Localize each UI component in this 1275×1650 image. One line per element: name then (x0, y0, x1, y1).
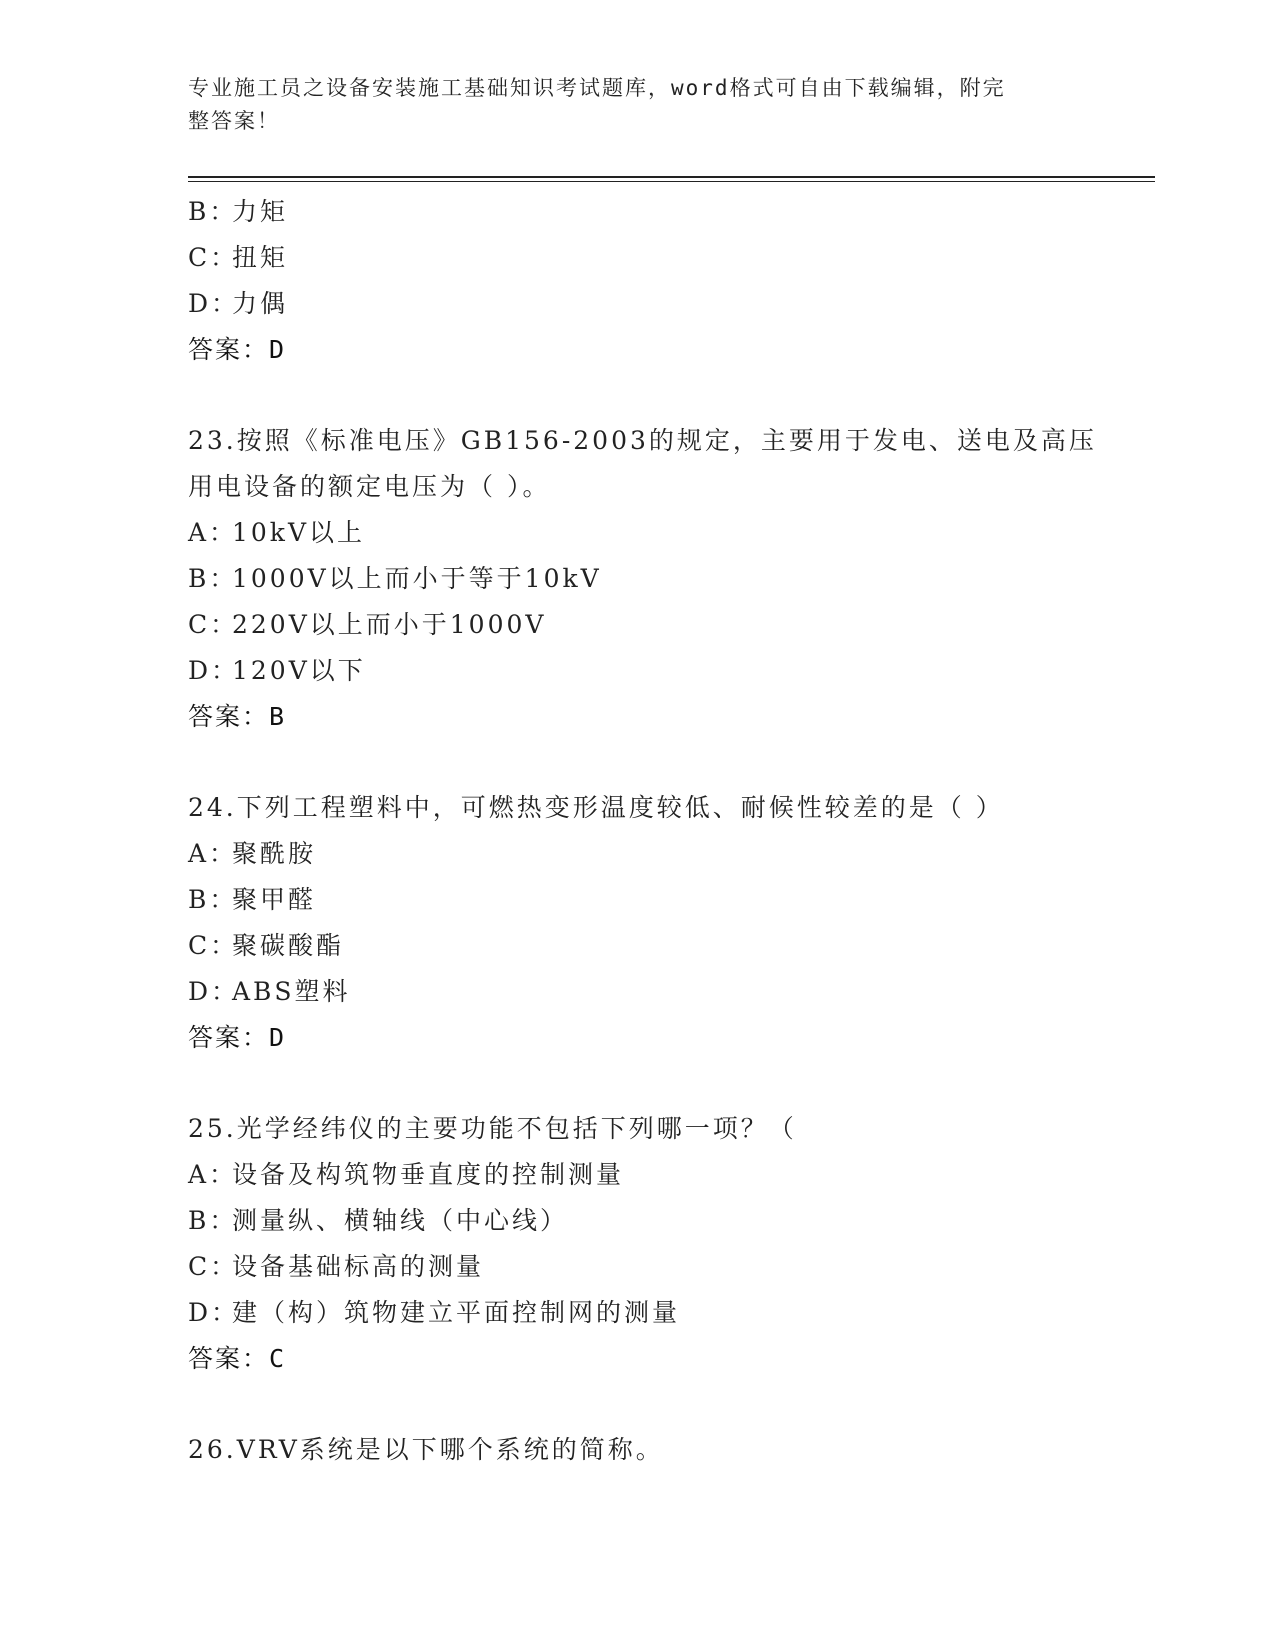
option-text: 力偶 (232, 289, 289, 318)
option-text: 力矩 (232, 197, 289, 226)
option-text: 测量纵、横轴线（中心线） (232, 1206, 569, 1235)
option-text: ABS塑料 (232, 977, 351, 1006)
page-header (188, 72, 1078, 138)
header-line-2: 整答案！ (188, 109, 280, 133)
option-d (188, 648, 1148, 694)
option-b (188, 189, 1148, 235)
question-26 (188, 1427, 1148, 1473)
question-list (188, 189, 1148, 1473)
option-b (188, 877, 1148, 923)
option-c (188, 923, 1148, 969)
option-label: D： (188, 656, 240, 685)
option-c (188, 235, 1148, 281)
question-22-fragment (188, 189, 1148, 373)
option-text: 设备基础标高的测量 (232, 1252, 485, 1281)
header-line-1: 专业施工员之设备安装施工基础知识考试题库，word格式可自由下载编辑，附完 (188, 76, 1006, 100)
question-stem: 25.光学经纬仪的主要功能不包括下列哪一项？（ (188, 1114, 797, 1143)
option-label: B： (188, 197, 238, 226)
question-25 (188, 1106, 1148, 1382)
option-text: 设备及构筑物垂直度的控制测量 (232, 1160, 625, 1189)
option-a (188, 510, 1148, 556)
option-text: 1000V以上而小于等于10kV (232, 564, 602, 593)
option-label: C： (188, 1252, 239, 1281)
option-label: A： (188, 1160, 238, 1189)
option-a (188, 831, 1148, 877)
option-label: B： (188, 1206, 238, 1235)
option-b (188, 1198, 1148, 1244)
question-stem: 用电设备的额定电压为（ ）。 (188, 472, 551, 501)
option-text: 建（构）筑物建立平面控制网的测量 (232, 1298, 681, 1327)
question-stem: 24.下列工程塑料中，可燃热变形温度较低、耐候性较差的是（ ） (188, 793, 1004, 822)
option-text: 聚酰胺 (232, 839, 317, 868)
question-24 (188, 785, 1148, 1061)
option-text: 聚碳酸酯 (232, 931, 345, 960)
option-b (188, 556, 1148, 602)
option-a (188, 1152, 1148, 1198)
option-label: B： (188, 885, 238, 914)
answer-line: 答案：D (188, 1023, 287, 1052)
option-label: A： (188, 839, 238, 868)
option-text: 120V以下 (232, 656, 366, 685)
question-stem: 26.VRV系统是以下哪个系统的简称。 (188, 1435, 664, 1464)
option-label: C： (188, 931, 239, 960)
option-d (188, 969, 1148, 1015)
option-label: B： (188, 564, 238, 593)
question-23 (188, 418, 1148, 740)
question-stem: 23.按照《标准电压》GB156-2003的规定，主要用于发电、送电及高压 (188, 426, 1097, 455)
option-text: 聚甲醛 (232, 885, 317, 914)
option-d (188, 281, 1148, 327)
option-c (188, 602, 1148, 648)
option-text: 扭矩 (232, 243, 289, 272)
option-d (188, 1290, 1148, 1336)
option-label: D： (188, 1298, 240, 1327)
header-rule-thick (188, 176, 1155, 178)
option-text: 220V以上而小于1000V (232, 610, 547, 639)
option-text: 10kV以上 (232, 518, 366, 547)
option-label: C： (188, 610, 239, 639)
header-rule-thin (188, 181, 1155, 182)
answer-line: 答案：B (188, 702, 287, 731)
option-label: C： (188, 243, 239, 272)
option-label: D： (188, 977, 240, 1006)
option-label: D： (188, 289, 240, 318)
answer-line: 答案：D (188, 335, 287, 364)
option-c (188, 1244, 1148, 1290)
option-label: A： (188, 518, 238, 547)
answer-line: 答案：C (188, 1344, 287, 1373)
